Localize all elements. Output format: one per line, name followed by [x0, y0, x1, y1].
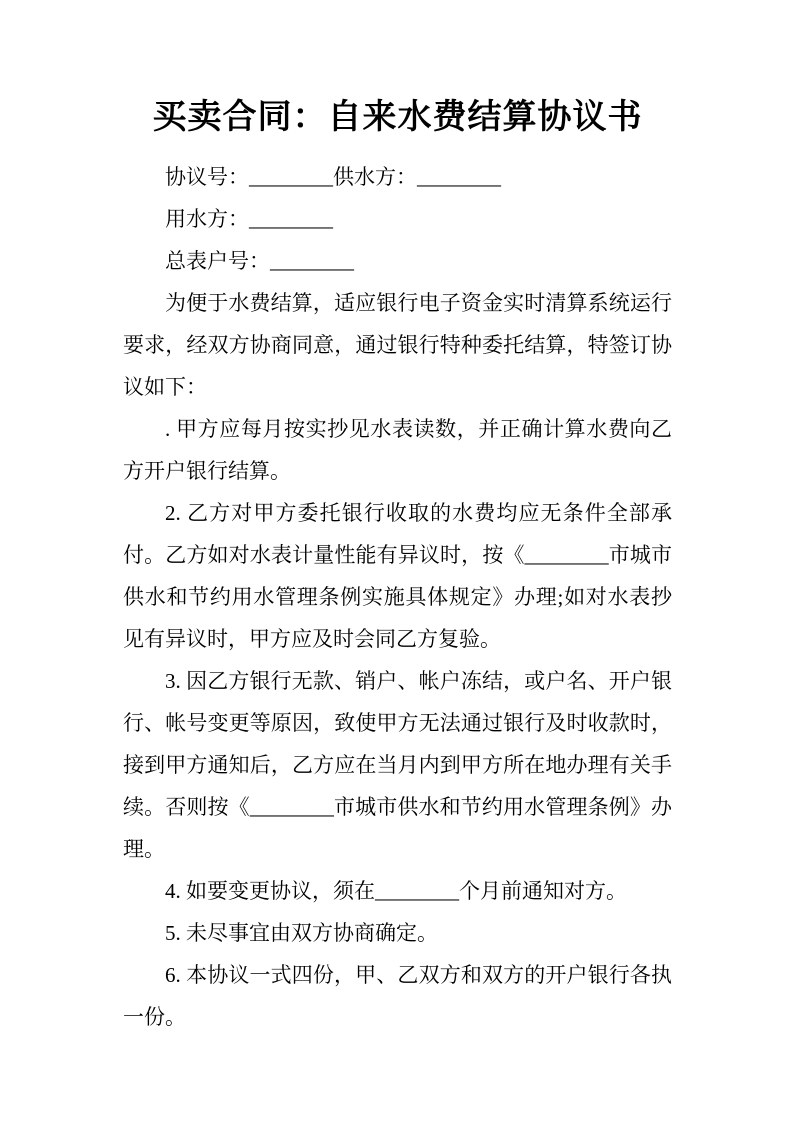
paragraph-preamble: 为便于水费结算，适应银行电子资金实时清算系统运行要求，经双方协商同意，通过银行特种委托结算，特签订协议如下： [123, 291, 672, 399]
document-title: 买卖合同：自来水费结算协议书 [152, 99, 643, 136]
paragraph-clause-2: 2. 乙方对甲方委托银行收取的水费均应无条件全部承付。乙方如对水表计量性能有异议时，按《________市城市供水和节约用水管理条例实施具体规定》办理;如对水表抄见有异议时，甲方应及时会同乙方复验。 [123, 501, 672, 651]
paragraph-clause-6: 6. 本协议一式四份，甲、乙双方和双方的开户银行各执一份。 [123, 963, 672, 1029]
field-line-master-meter-account: 总表户号：________ [165, 249, 354, 273]
paragraph-clause-4: 4. 如要变更协议，须在________个月前通知对方。 [165, 879, 627, 903]
field-line-agreement-number-supplier: 协议号：________供水方：________ [165, 165, 501, 189]
paragraph-clause-1: . 甲方应每月按实抄见水表读数，并正确计算水费向乙方开户银行结算。 [123, 417, 672, 483]
paragraph-clause-3: 3. 因乙方银行无款、销户、帐户冻结，或户名、开户银行、帐号变更等原因，致使甲方无法通过银行及时收款时，接到甲方通知后，乙方应在当月内到甲方所在地办理有关手续。否则按《________市城市供水和节约用水管理条例》办理。 [123, 669, 672, 861]
paragraph-clause-5: 5. 未尽事宜由双方协商确定。 [165, 921, 438, 945]
field-line-water-user: 用水方：________ [165, 207, 333, 231]
